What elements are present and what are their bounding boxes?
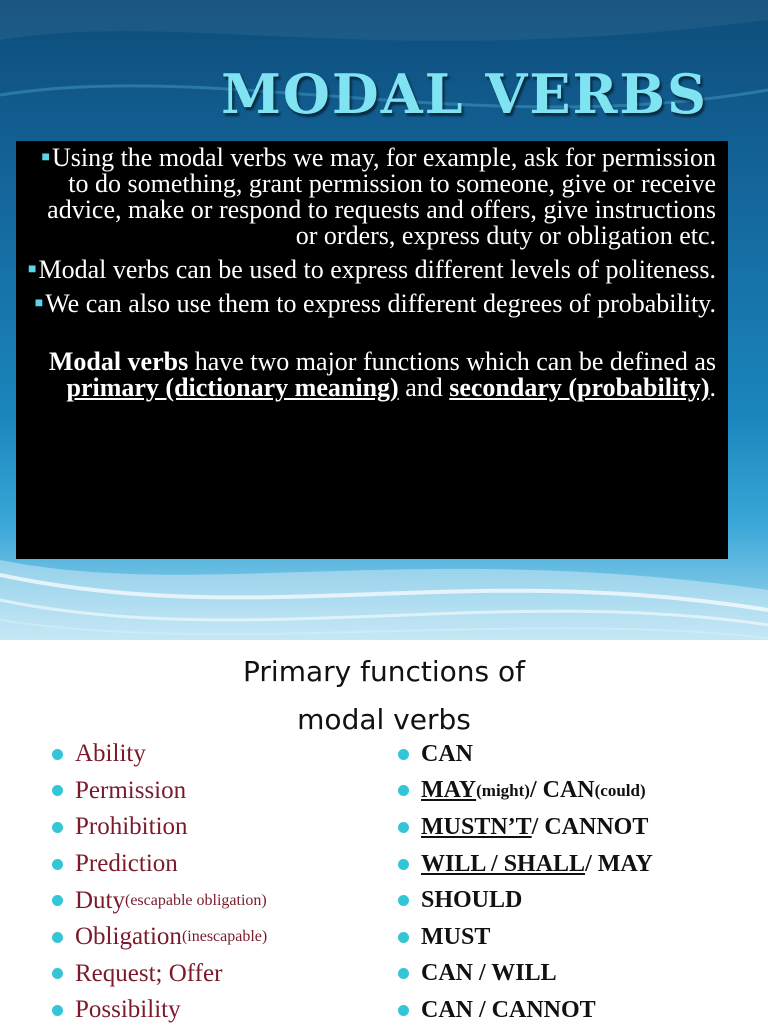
bullet-icon bbox=[398, 932, 409, 943]
slide-title: MODAL VERBS bbox=[221, 62, 708, 126]
bullet-icon bbox=[52, 749, 63, 760]
intro-bullet: ■Modal verbs can be used to express different levels of politeness. bbox=[28, 255, 716, 284]
list-item: Ability bbox=[52, 736, 267, 773]
secondary-term: secondary (probability) bbox=[449, 373, 710, 402]
list-item: Possibility bbox=[52, 992, 267, 1029]
list-item: MUST bbox=[398, 919, 653, 956]
bullet-icon bbox=[398, 749, 409, 760]
list-item: SHOULD bbox=[398, 882, 653, 919]
intro-bullet: ■We can also use them to express different degrees of probability. bbox=[34, 289, 716, 318]
bullet-icon bbox=[52, 895, 63, 906]
list-item: WILL / SHALL / MAY bbox=[398, 846, 653, 883]
functions-list bbox=[52, 736, 267, 1029]
bullet-icon bbox=[398, 785, 409, 796]
list-item: Prediction bbox=[52, 846, 267, 883]
square-bullet-icon: ■ bbox=[28, 262, 37, 277]
list-item: Request; Offer bbox=[52, 956, 267, 993]
bullet-icon bbox=[52, 1005, 63, 1016]
primary-term: primary (dictionary meaning) bbox=[66, 373, 399, 402]
list-item: MAY (might) / CAN (could) bbox=[398, 773, 653, 810]
list-item: Prohibition bbox=[52, 809, 267, 846]
bullet-icon bbox=[52, 859, 63, 870]
list-item: CAN / WILL bbox=[398, 956, 653, 993]
bullet-icon bbox=[398, 1005, 409, 1016]
bullet-icon bbox=[52, 822, 63, 833]
slide-primary-functions bbox=[0, 640, 768, 1024]
modals-list bbox=[398, 736, 653, 1029]
bullet-icon bbox=[398, 895, 409, 906]
functions-summary: Modal verbs have two major functions which can be defined as primary (dictionary meaning) and secondary (probability). bbox=[48, 347, 716, 402]
bullet-icon bbox=[52, 932, 63, 943]
bullet-icon bbox=[52, 968, 63, 979]
intro-bullet: ■Using the modal verbs we may, for example, ask for permission to do something, grant permission to someone, give or receive advice, make or respond to requests and offers, give instructions or orders, express duty or obligation etc. bbox=[41, 143, 716, 250]
square-bullet-icon: ■ bbox=[34, 296, 44, 311]
bullet-icon bbox=[398, 822, 409, 833]
bullet-icon bbox=[52, 785, 63, 796]
list-item: CAN bbox=[398, 736, 653, 773]
slide-title: Primary functions of modal verbs bbox=[243, 655, 525, 736]
list-item: Obligation (inescapable) bbox=[52, 919, 267, 956]
list-item: CAN / CANNOT bbox=[398, 992, 653, 1029]
list-item: MUSTN’T / CANNOT bbox=[398, 809, 653, 846]
bullet-icon bbox=[398, 968, 409, 979]
square-bullet-icon: ■ bbox=[41, 150, 50, 165]
list-item: Permission bbox=[52, 773, 267, 810]
intro-textbox bbox=[16, 141, 728, 559]
list-item: Duty (escapable obligation) bbox=[52, 882, 267, 919]
bullet-icon bbox=[398, 859, 409, 870]
